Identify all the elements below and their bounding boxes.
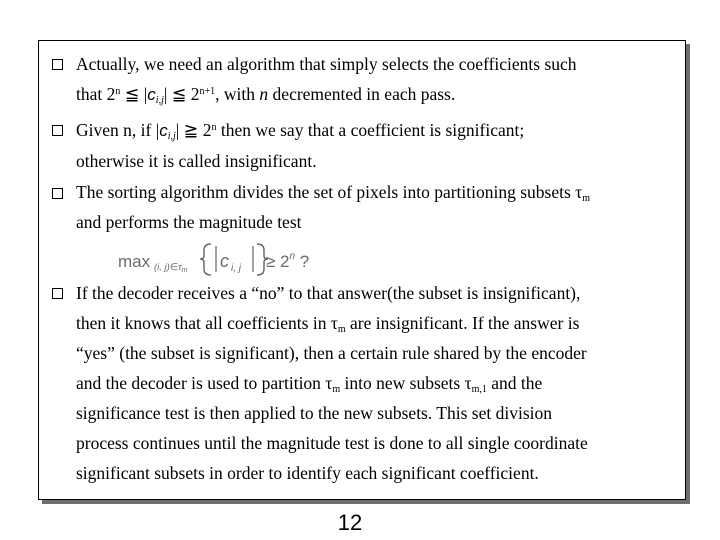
formula-rhs: ≥ $2^n$ ? xyxy=(266,251,310,271)
formula-ij: i, j xyxy=(231,263,241,274)
bullet-4-line-6: process continues until the magnitude test is done to all single coordinate xyxy=(76,433,588,453)
formula-max: max xyxy=(118,252,151,271)
bullet-1-text xyxy=(76,49,676,110)
bullet-3-text xyxy=(76,177,676,237)
bullet-3-line-1: The sorting algorithm divides the set of pixels into partitioning subsets $\tau_m$ xyxy=(76,182,590,204)
bullet-2-text xyxy=(76,115,676,176)
bullet-4-line-4: and the decoder is used to partition $\tau_m$ into new subsets $\tau_{m,1}$ and the xyxy=(76,373,543,395)
bullet-4-line-2: then it knows that all coefficients in $\tau_m$ are insignificant. If the answer is xyxy=(76,313,580,335)
magnitude-test-formula xyxy=(118,236,358,280)
bullet-2-line-2: otherwise it is called insignificant. xyxy=(76,151,317,171)
formula-subscript: (i, $j)\in\tau_m$ xyxy=(154,262,188,274)
bullet-1-line-1: Actually, we need an algorithm that simply selects the coefficients such xyxy=(76,54,577,74)
page-number: 12 xyxy=(337,510,363,535)
bullet-3-line-2: and performs the magnitude test xyxy=(76,212,302,232)
bullet-2-line-1: Given n, if $|c_{i,j}|$ ≧ 2$^n$ then we say that a coefficient is significant; xyxy=(76,120,525,142)
bullet-4-line-7: significant subsets in order to identify each significant coefficient. xyxy=(76,463,539,483)
bullet-4-line-1: If the decoder receives a “no” to that answer(the subset is insignificant), xyxy=(76,283,581,303)
bullet-4-line-5: significance test is then applied to the new subsets. This set division xyxy=(76,403,552,423)
bullet-4-line-3: “yes” (the subset is significant), then a certain rule shared by the encoder xyxy=(76,343,587,363)
bullet-1-line-2: that 2$^n$ ≦ $|c_{i,j}|$ ≦ $2^{n+1}$, with n decremented in each pass. xyxy=(76,84,456,106)
formula-c: c xyxy=(220,251,229,271)
bullet-marker-3 xyxy=(52,188,63,199)
bullet-marker-2 xyxy=(52,125,63,136)
bullet-4-text xyxy=(76,278,676,488)
formula-left-brace xyxy=(200,244,211,275)
bullet-marker-1 xyxy=(52,59,63,70)
bullet-marker-4 xyxy=(52,288,63,299)
